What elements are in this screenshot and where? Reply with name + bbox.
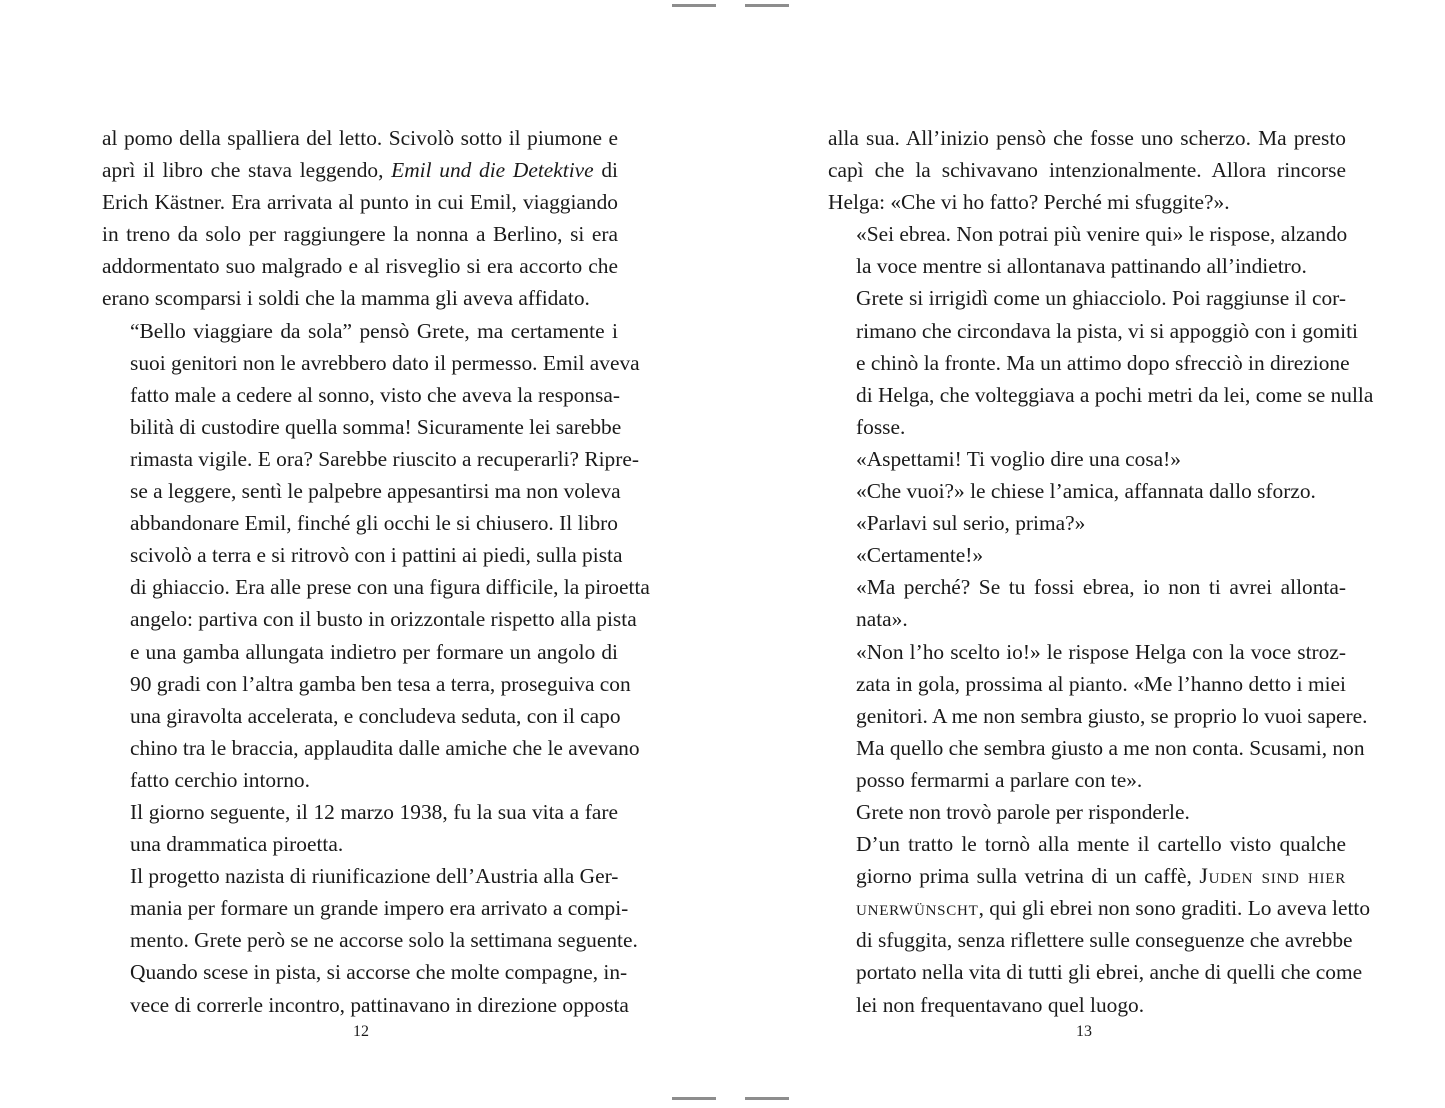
text-line: Helga: «Che vi ho fatto? Perché mi sfuggite?». [828,190,1230,215]
text-line: rimano che circondava la pista, vi si appoggiò con i gomiti [856,318,1358,343]
paragraph-dialogue [828,539,1346,571]
german-sign-small-caps-part1: Juden sind hier [1199,864,1347,889]
text-line: fosse. [856,414,906,439]
text-line: Quando scese in pista, si accorse che molte compagne, in- [130,960,628,985]
text-line: Erich Kästner. Era arrivata al punto in cui Emil, viaggiando [102,190,618,215]
paragraph-dialogue [828,571,1346,635]
paragraph [828,796,1346,828]
text-line: fatto cerchio intorno. [130,767,310,792]
paragraph [828,828,1371,1021]
text-line: capì che la schivavano intenzionalmente. Allora rincorse [828,158,1346,183]
text-line: angelo: partiva con il busto in orizzontale rispetto alla pista [130,607,637,632]
book-title-italic: Emil und die Detektive [391,158,594,183]
text-line: una giravolta accelerata, e concludeva seduta, con il capo [130,703,621,728]
text-line: Ma quello che sembra giusto a me non conta. Scusami, non [856,735,1365,760]
text-line: posso fermarmi a parlare con te». [856,767,1143,792]
text-line [828,218,1346,250]
text-line: di Helga, che volteggiava a pochi metri da lei, come se nulla [856,382,1374,407]
text-line [828,507,1346,539]
text-line: una drammatica piroetta. [130,832,344,857]
paragraph-dialogue [828,443,1346,475]
line-text: «Aspettami! Ti voglio dire una cosa!» [856,446,1181,471]
line-text: Il giorno seguente, il 12 marzo 1938, fu la sua vita a fare [130,799,618,824]
paragraph-dialogue [828,636,1368,796]
text-line: di sfuggita, senza riflettere sulle conseguenze che avrebbe [856,928,1353,953]
text-line [102,796,618,828]
page-left [0,0,722,1108]
text-line [828,539,1346,571]
line-text: Il progetto nazista di riunificazione dell’Austria alla Ger- [130,864,619,889]
line-text: Grete si irrigidì come un ghiacciolo. Poi raggiunse il cor- [856,286,1346,311]
text-line: giorno prima sulla vetrina di un caffè, Juden sind hier [856,864,1347,889]
text-line: scivolò a terra e si ritrovò con i pattini ai piedi, sulla pista [130,543,623,568]
text-line: vece di correrle incontro, pattinavano in direzione opposta [130,992,629,1017]
text-line: abbandonare Emil, finché gli occhi le si chiusero. Il libro [130,511,618,536]
paragraph [102,122,618,315]
page-number-left: 12 [353,1023,369,1040]
text-line: al pomo della spalliera del letto. Scivolò sotto il piumone e [102,126,618,150]
text-line: e una gamba allungata indietro per formare un angolo di [130,639,618,664]
text-line [828,282,1346,314]
paragraph-dialogue [828,507,1346,539]
text-line: zata in gola, prossima al pianto. «Me l’hanno detto i miei [856,671,1346,696]
paragraph [102,796,618,860]
text-line: bilità di custodire quella somma! Sicuramente lei sarebbe [130,414,622,439]
text-line [102,315,618,347]
text-line [828,636,1346,668]
paragraph [828,122,1346,218]
paragraph [828,282,1374,442]
text-line: fatto male a cedere al sonno, visto che aveva la responsa- [130,382,620,407]
paragraph-dialogue [828,475,1346,507]
paragraph [828,218,1346,282]
text-block-right [828,122,1374,1021]
text-line: di ghiaccio. Era alle prese con una figura difficile, la piroetta [130,575,650,600]
text-line: addormentato suo malgrado e al risveglio si era accorto che [102,254,618,279]
text-line: mania per formare un grande impero era arrivato a compi- [130,896,629,921]
text-line [828,796,1346,828]
text-line: aprì il libro che stava leggendo, Emil und die Detektive di [102,158,618,183]
line-text: D’un tratto le tornò alla mente il cartello visto qualche [856,832,1346,857]
text-line: se a leggere, sentì le palpebre appesantirsi ma non voleva [130,479,621,504]
text-line: e chinò la fronte. Ma un attimo dopo sfrecciò in direzione [856,350,1350,375]
line-text: “Bello viaggiare da sola” pensò Grete, ma certamente i [130,318,618,343]
line-text: «Sei ebrea. Non potrai più venire qui» le rispose, alzando [856,222,1348,247]
page-number-right: 13 [1076,1023,1092,1040]
text-line: erano scomparsi i soldi che la mamma gli aveva affidato. [102,286,590,311]
line-text: «Ma perché? Se tu fossi ebrea, io non ti avrei allonta- [856,575,1346,600]
paragraph [102,860,638,1020]
text-line [828,443,1346,475]
text-line: portato nella vita di tutti gli ebrei, anche di quelli che come [856,960,1363,985]
text-line: suoi genitori non le avrebbero dato il permesso. Emil aveva [130,350,640,375]
text-line: 90 gradi con l’altra gamba ben tesa a terra, proseguiva con [130,671,631,696]
text-line: genitori. A me non sembra giusto, se proprio lo vuoi sapere. [856,703,1368,728]
text-line: unerwünscht, qui gli ebrei non sono graditi. Lo aveva letto [856,896,1371,921]
text-line: mento. Grete però se ne accorse solo la settimana seguente. [130,928,638,953]
text-line [828,571,1346,603]
text-line [102,860,618,892]
text-line: la voce mentre si allontanava pattinando all’indietro. [856,254,1307,279]
text-line: nata». [856,607,908,632]
page-right [723,0,1445,1108]
text-line [828,475,1346,507]
text-line: lei non frequentavano quel luogo. [856,992,1145,1017]
line-text: «Certamente!» [856,543,984,568]
text-line: rimasta vigile. E ora? Sarebbe riuscito a recuperarli? Ripre- [130,446,639,471]
text-line: in treno da solo per raggiungere la nonna a Berlino, si era [102,222,618,247]
line-text: «Non l’ho scelto io!» le rispose Helga con la voce stroz- [856,639,1346,664]
text-block-left [102,122,650,1021]
text-line: chino tra le braccia, applaudita dalle amiche che le avevano [130,735,640,760]
german-sign-small-caps-part2: unerwünscht [856,896,979,921]
line-text: Grete non trovò parole per risponderle. [856,799,1190,824]
paragraph [102,315,650,796]
text-line: alla sua. All’inizio pensò che fosse uno scherzo. Ma presto [828,126,1346,150]
line-text: «Che vuoi?» le chiese l’amica, affannata dallo sforzo. [856,479,1316,504]
line-text: «Parlavi sul serio, prima?» [856,511,1086,536]
text-line [828,828,1346,860]
